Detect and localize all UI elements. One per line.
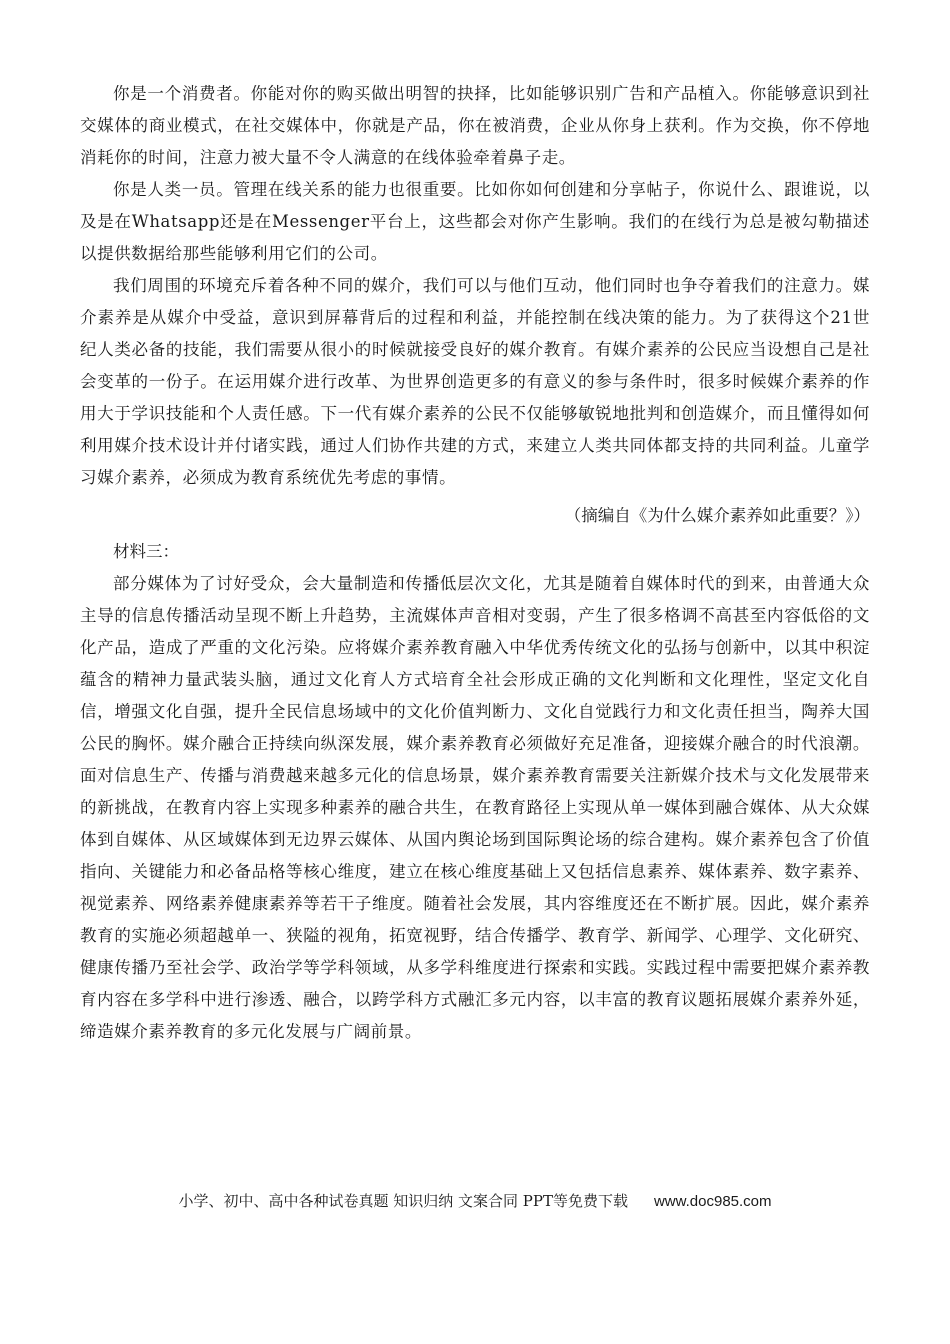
paragraph-human: 你是人类一员。管理在线关系的能力也很重要。比如你如何创建和分享帖子，你说什么、跟谁说，以及是在Whatsapp还是在Messenger平台上，这些都会对你产生影响。我们的在线行为总是被勾勒描述以提供数据给那些能够利用它们的公司。: [80, 180, 870, 263]
document-body: [80, 78, 870, 1048]
paragraph-media-environment: 我们周围的环境充斥着各种不同的媒介，我们可以与他们互动，他们同时也争夺着我们的注意力。媒介素养是从媒介中受益，意识到屏幕背后的过程和利益，并能控制在线决策的能力。为了获得这个21世纪人类必备的技能，我们需要从很小的时候就接受良好的媒介教育。有媒介素养的公民应当设想自己是社会变革的一份子。在运用媒介进行改革、为世界创造更多的有意义的参与条件时，很多时候媒介素养的作用大于学识技能和个人责任感。下一代有媒介素养的公民不仅能够敏锐地批判和创造媒介，而且懂得如何利用媒介技术设计并付诸实践，通过人们协作共建的方式，来建立人类共同体都支持的共同利益。儿童学习媒介素养，必须成为教育系统优先考虑的事情。: [80, 276, 870, 487]
paragraph-material-three: 部分媒体为了讨好受众，会大量制造和传播低层次文化，尤其是随着自媒体时代的到来，由普通大众主导的信息传播活动呈现不断上升趋势，主流媒体声音相对变弱，产生了很多格调不高甚至内容低俗的文化产品，造成了严重的文化污染。应将媒介素养教育融入中华优秀传统文化的弘扬与创新中，以其中积淀蕴含的精神力量武装头脑，通过文化育人方式培育全社会形成正确的文化判断和文化理性，坚定文化自信，增强文化自强，提升全民信息场域中的文化价值判断力、文化自觉践行力和文化责任担当，陶养大国公民的胸怀。媒介融合正持续向纵深发展，媒介素养教育必须做好充足准备，迎接媒介融合的时代浪潮。面对信息生产、传播与消费越来越多元化的信息场景，媒介素养教育需要关注新媒介技术与文化发展带来的新挑战，在教育内容上实现多种素养的融合共生，在教育路径上实现从单一媒体到融合媒体、从大众媒体到自媒体、从区域媒体到无边界云媒体、从国内舆论场到国际舆论场的综合建构。媒介素养包含了价值指向、关键能力和必备品格等核心维度，建立在核心维度基础上又包括信息素养、媒体素养、数字素养、视觉素养、网络素养健康素养等若干子维度。随着社会发展，其内容维度还在不断扩展。因此，媒介素养教育的实施必须超越单一、狭隘的视角，拓宽视野，结合传播学、教育学、新闻学、心理学、文化研究、健康传播乃至社会学、政治学等学科领域，从多学科维度进行探索和实践。实践过程中需要把媒介素养教育内容在多学科中进行渗透、融合，以跨学科方式融汇多元内容，以丰富的教育议题拓展媒介素养外延，缔造媒介素养教育的多元化发展与广阔前景。: [80, 574, 870, 1041]
source-note: （摘编自《为什么媒介素养如此重要？》）: [564, 507, 870, 525]
footer-url[interactable]: www.doc985.com: [653, 1193, 772, 1210]
footer-text: 小学、初中、高中各种试卷真题 知识归纳 文案合同 PPT等免费下载: [178, 1192, 628, 1210]
page-footer: [0, 1190, 950, 1213]
paragraph-consumer: 你是一个消费者。你能对你的购买做出明智的抉择，比如能够识别广告和产品植入。你能够意识到社交媒体的商业模式，在社交媒体中，你就是产品，你在被消费，企业从你身上获利。作为交换，你不停地消耗你的时间，注意力被大量不令人满意的在线体验牵着鼻子走。: [80, 84, 870, 167]
material-three-heading: 材料三：: [113, 543, 179, 561]
